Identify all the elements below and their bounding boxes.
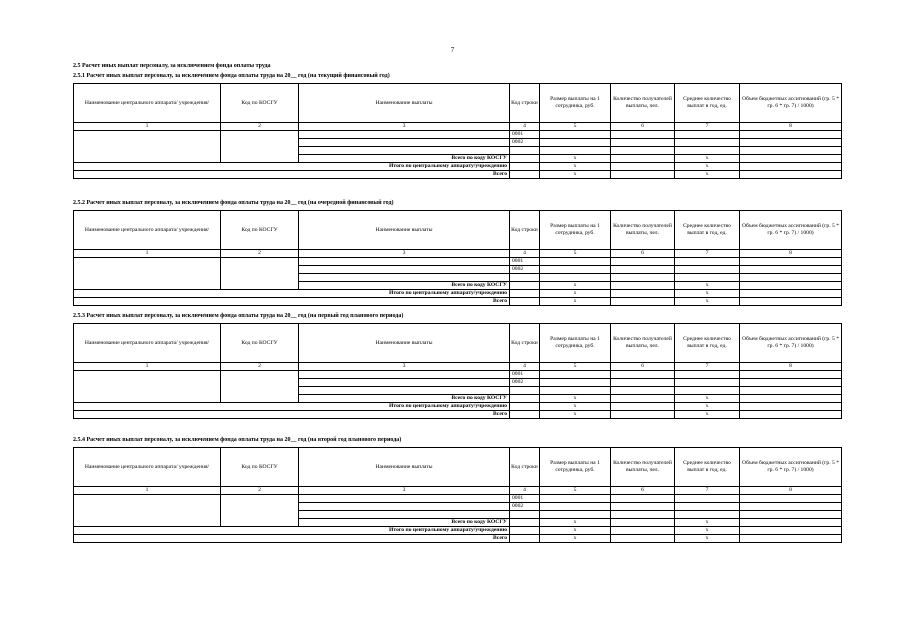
row-code-cell: 0002 xyxy=(510,503,540,511)
payment-name-cell[interactable] xyxy=(299,371,510,379)
payment-size-cell[interactable] xyxy=(540,147,611,155)
kosgu-code-cell[interactable] xyxy=(221,131,299,163)
header-institution-name: Наименование центрального аппарата/ учреждения/ xyxy=(74,448,221,487)
x-mark: x xyxy=(540,298,611,306)
header-row-code: Код строки xyxy=(510,448,540,487)
grand-total-label: Всего xyxy=(74,411,510,419)
apparatus-total-row xyxy=(74,163,842,171)
budget-total-cell[interactable] xyxy=(740,403,842,411)
apparatus-total-row xyxy=(74,403,842,411)
x-mark: x xyxy=(675,282,740,290)
column-number: 6 xyxy=(611,250,675,258)
payment-size-cell[interactable] xyxy=(540,139,611,147)
header-kosgu-code: Код по КОСГУ xyxy=(221,84,299,123)
row-code-cell: 0001 xyxy=(510,371,540,379)
column-number: 2 xyxy=(221,123,299,131)
budget-volume-cell[interactable] xyxy=(740,495,842,503)
budget-volume-cell[interactable] xyxy=(740,371,842,379)
header-payments-per-year: Среднее количество выплат в год, ед. xyxy=(675,211,740,250)
recipients-total-cell[interactable] xyxy=(611,395,675,403)
section-next-year xyxy=(73,200,841,306)
header-payment-size: Размер выплаты на 1 сотрудника, руб. xyxy=(540,84,611,123)
budget-volume-cell[interactable] xyxy=(740,511,842,519)
header-payment-size: Размер выплаты на 1 сотрудника, руб. xyxy=(540,324,611,363)
row-code-cell[interactable] xyxy=(510,387,540,395)
x-mark: x xyxy=(675,395,740,403)
x-mark: x xyxy=(675,411,740,419)
recipients-cell[interactable] xyxy=(611,139,675,147)
payment-size-cell[interactable] xyxy=(540,131,611,139)
budget-volume-cell[interactable] xyxy=(740,131,842,139)
column-number: 1 xyxy=(74,250,221,258)
row-code-cell[interactable] xyxy=(510,411,540,419)
payment-size-cell[interactable] xyxy=(540,511,611,519)
row-code-cell: 0002 xyxy=(510,379,540,387)
table-row xyxy=(74,258,842,266)
x-mark: x xyxy=(540,282,611,290)
header-recipients-count: Количество получателей выплаты, чел. xyxy=(611,324,675,363)
table-header-row xyxy=(74,211,842,250)
payments-per-year-cell[interactable] xyxy=(675,139,740,147)
header-row-code: Код строки xyxy=(510,211,540,250)
column-number: 8 xyxy=(740,487,842,495)
column-number: 8 xyxy=(740,123,842,131)
recipients-total-cell[interactable] xyxy=(611,171,675,179)
column-number: 2 xyxy=(221,250,299,258)
payments-per-year-cell[interactable] xyxy=(675,511,740,519)
header-payment-name: Наименование выплаты xyxy=(299,448,510,487)
payment-name-cell[interactable] xyxy=(299,266,510,274)
budget-total-cell[interactable] xyxy=(740,395,842,403)
column-number: 5 xyxy=(540,487,611,495)
column-number: 8 xyxy=(740,363,842,371)
budget-volume-cell[interactable] xyxy=(740,266,842,274)
column-number: 1 xyxy=(74,363,221,371)
x-mark: x xyxy=(675,171,740,179)
payment-name-cell[interactable] xyxy=(299,274,510,282)
section-heading: 2.5.4 Расчет иных выплат персоналу, за исключением фонда оплаты труда на 20__ год (на второй год планового периода) xyxy=(73,437,402,443)
apparatus-total-row xyxy=(74,290,842,298)
x-mark: x xyxy=(675,290,740,298)
apparatus-total-label: Итого по центральному аппарату/учреждению xyxy=(74,163,510,171)
x-mark: x xyxy=(540,171,611,179)
header-budget-volume: Объем бюджетных ассигнований (гр. 5 * гр. 6 * гр. 7) / 1000) xyxy=(740,448,842,487)
payments-per-year-cell[interactable] xyxy=(675,131,740,139)
recipients-total-cell[interactable] xyxy=(611,403,675,411)
header-budget-volume: Объем бюджетных ассигнований (гр. 5 * гр. 6 * гр. 7) / 1000) xyxy=(740,324,842,363)
header-payment-size: Размер выплаты на 1 сотрудника, руб. xyxy=(540,211,611,250)
recipients-total-cell[interactable] xyxy=(611,519,675,527)
x-mark: x xyxy=(540,395,611,403)
budget-volume-cell[interactable] xyxy=(740,147,842,155)
recipients-cell[interactable] xyxy=(611,379,675,387)
section-heading: 2.5.2 Расчет иных выплат персоналу, за исключением фонда оплаты труда на 20__ год (на очередной финансовый год) xyxy=(73,200,394,206)
row-code-cell: 0001 xyxy=(510,258,540,266)
header-institution-name: Наименование центрального аппарата/ учреждения/ xyxy=(74,84,221,123)
column-number: 6 xyxy=(611,123,675,131)
recipients-cell[interactable] xyxy=(611,274,675,282)
x-mark: x xyxy=(675,163,740,171)
kosgu-total-label: Всего по коду КОСГУ xyxy=(299,282,510,290)
column-number: 3 xyxy=(299,250,510,258)
payment-name-cell[interactable] xyxy=(299,131,510,139)
column-number: 5 xyxy=(540,363,611,371)
payment-size-cell[interactable] xyxy=(540,274,611,282)
table-header-row xyxy=(74,84,842,123)
header-kosgu-code: Код по КОСГУ xyxy=(221,448,299,487)
x-mark: x xyxy=(675,527,740,535)
row-code-cell[interactable] xyxy=(510,155,540,163)
row-code-cell[interactable] xyxy=(510,527,540,535)
x-mark: x xyxy=(675,403,740,411)
row-code-cell[interactable] xyxy=(510,403,540,411)
budget-total-cell[interactable] xyxy=(740,527,842,535)
grand-total-row xyxy=(74,411,842,419)
payments-per-year-cell[interactable] xyxy=(675,371,740,379)
recipients-total-cell[interactable] xyxy=(611,535,675,543)
section-heading: 2.5.3 Расчет иных выплат персоналу, за исключением фонда оплаты труда на 20__ год (на первый год планового периода) xyxy=(73,313,404,319)
budget-total-cell[interactable] xyxy=(740,519,842,527)
kosgu-total-label: Всего по коду КОСГУ xyxy=(299,155,510,163)
payments-per-year-cell[interactable] xyxy=(675,379,740,387)
institution-name-cell[interactable] xyxy=(74,131,221,163)
column-number: 5 xyxy=(540,123,611,131)
recipients-total-cell[interactable] xyxy=(611,163,675,171)
recipients-total-cell[interactable] xyxy=(611,155,675,163)
x-mark: x xyxy=(675,535,740,543)
header-kosgu-code: Код по КОСГУ xyxy=(221,211,299,250)
budget-total-cell[interactable] xyxy=(740,171,842,179)
payment-size-cell[interactable] xyxy=(540,387,611,395)
recipients-total-cell[interactable] xyxy=(611,527,675,535)
header-row-code: Код строки xyxy=(510,324,540,363)
header-payments-per-year: Среднее количество выплат в год, ед. xyxy=(675,324,740,363)
column-number: 1 xyxy=(74,487,221,495)
payment-size-cell[interactable] xyxy=(540,258,611,266)
column-number: 7 xyxy=(675,123,740,131)
x-mark: x xyxy=(540,290,611,298)
header-recipients-count: Количество получателей выплаты, чел. xyxy=(611,84,675,123)
institution-name-cell[interactable] xyxy=(74,258,221,290)
payments-per-year-cell[interactable] xyxy=(675,266,740,274)
payment-name-cell[interactable] xyxy=(299,147,510,155)
x-mark: x xyxy=(540,519,611,527)
header-budget-volume: Объем бюджетных ассигнований (гр. 5 * гр. 6 * гр. 7) / 1000) xyxy=(740,84,842,123)
main-heading: 2.5 Расчет иных выплат персоналу, за исключением фонда оплаты труда xyxy=(73,63,271,69)
payment-name-cell[interactable] xyxy=(299,258,510,266)
table-header-row xyxy=(74,324,842,363)
payment-size-cell[interactable] xyxy=(540,379,611,387)
x-mark: x xyxy=(540,155,611,163)
kosgu-total-label: Всего по коду КОСГУ xyxy=(299,519,510,527)
section-current-year xyxy=(73,73,841,179)
column-number: 2 xyxy=(221,487,299,495)
header-institution-name: Наименование центрального аппарата/ учреждения/ xyxy=(74,324,221,363)
budget-total-cell[interactable] xyxy=(740,155,842,163)
payments-per-year-cell[interactable] xyxy=(675,495,740,503)
grand-total-row xyxy=(74,535,842,543)
budget-volume-cell[interactable] xyxy=(740,139,842,147)
row-code-cell: 0001 xyxy=(510,495,540,503)
institution-name-cell[interactable] xyxy=(74,495,221,527)
header-payments-per-year: Среднее количество выплат в год, ед. xyxy=(675,84,740,123)
recipients-cell[interactable] xyxy=(611,258,675,266)
column-numbers-row xyxy=(74,487,842,495)
header-payment-name: Наименование выплаты xyxy=(299,211,510,250)
payment-name-cell[interactable] xyxy=(299,387,510,395)
table-row xyxy=(74,495,842,503)
column-numbers-row xyxy=(74,250,842,258)
column-number: 2 xyxy=(221,363,299,371)
payment-name-cell[interactable] xyxy=(299,379,510,387)
page-number: 7 xyxy=(450,46,455,54)
row-code-cell: 0002 xyxy=(510,139,540,147)
payment-name-cell[interactable] xyxy=(299,511,510,519)
recipients-total-cell[interactable] xyxy=(611,282,675,290)
section-heading: 2.5.1 Расчет иных выплат персоналу, за исключением фонда оплаты труда на 20__ год (на текущий финансовый год) xyxy=(73,73,390,79)
apparatus-total-label: Итого по центральному аппарату/учреждению xyxy=(74,527,510,535)
payments-per-year-cell[interactable] xyxy=(675,258,740,266)
column-numbers-row xyxy=(74,363,842,371)
grand-total-label: Всего xyxy=(74,171,510,179)
header-payment-name: Наименование выплаты xyxy=(299,84,510,123)
row-code-cell: 0002 xyxy=(510,266,540,274)
column-number: 7 xyxy=(675,363,740,371)
payments-table xyxy=(73,323,842,419)
row-code-cell[interactable] xyxy=(510,519,540,527)
column-number: 4 xyxy=(510,487,540,495)
recipients-total-cell[interactable] xyxy=(611,298,675,306)
grand-total-row xyxy=(74,298,842,306)
header-payment-name: Наименование выплаты xyxy=(299,324,510,363)
grand-total-label: Всего xyxy=(74,298,510,306)
x-mark: x xyxy=(540,535,611,543)
column-number: 4 xyxy=(510,123,540,131)
row-code-cell[interactable] xyxy=(510,298,540,306)
recipients-cell[interactable] xyxy=(611,495,675,503)
row-code-cell[interactable] xyxy=(510,511,540,519)
header-recipients-count: Количество получателей выплаты, чел. xyxy=(611,211,675,250)
budget-volume-cell[interactable] xyxy=(740,274,842,282)
budget-volume-cell[interactable] xyxy=(740,379,842,387)
recipients-cell[interactable] xyxy=(611,131,675,139)
payment-name-cell[interactable] xyxy=(299,139,510,147)
budget-total-cell[interactable] xyxy=(740,298,842,306)
x-mark: x xyxy=(675,298,740,306)
recipients-cell[interactable] xyxy=(611,147,675,155)
header-recipients-count: Количество получателей выплаты, чел. xyxy=(611,448,675,487)
grand-total-label: Всего xyxy=(74,535,510,543)
row-code-cell: 0001 xyxy=(510,131,540,139)
column-number: 8 xyxy=(740,250,842,258)
recipients-cell[interactable] xyxy=(611,503,675,511)
kosgu-total-label: Всего по коду КОСГУ xyxy=(299,395,510,403)
payments-table xyxy=(73,447,842,543)
payment-name-cell[interactable] xyxy=(299,495,510,503)
column-number: 1 xyxy=(74,123,221,131)
row-code-cell[interactable] xyxy=(510,535,540,543)
column-number: 7 xyxy=(675,250,740,258)
x-mark: x xyxy=(540,403,611,411)
row-code-cell[interactable] xyxy=(510,290,540,298)
apparatus-total-label: Итого по центральному аппарату/учреждению xyxy=(74,290,510,298)
table-row xyxy=(74,131,842,139)
x-mark: x xyxy=(540,163,611,171)
recipients-cell[interactable] xyxy=(611,371,675,379)
recipients-total-cell[interactable] xyxy=(611,411,675,419)
payments-table xyxy=(73,83,842,179)
x-mark: x xyxy=(540,411,611,419)
x-mark: x xyxy=(675,519,740,527)
header-row-code: Код строки xyxy=(510,84,540,123)
row-code-cell[interactable] xyxy=(510,395,540,403)
apparatus-total-row xyxy=(74,527,842,535)
budget-total-cell[interactable] xyxy=(740,411,842,419)
section-plan-year-1 xyxy=(73,313,841,419)
payment-size-cell[interactable] xyxy=(540,495,611,503)
kosgu-code-cell[interactable] xyxy=(221,495,299,527)
column-number: 7 xyxy=(675,487,740,495)
table-row xyxy=(74,371,842,379)
row-code-cell[interactable] xyxy=(510,274,540,282)
column-number: 3 xyxy=(299,363,510,371)
header-payment-size: Размер выплаты на 1 сотрудника, руб. xyxy=(540,448,611,487)
institution-name-cell[interactable] xyxy=(74,371,221,403)
header-budget-volume: Объем бюджетных ассигнований (гр. 5 * гр. 6 * гр. 7) / 1000) xyxy=(740,211,842,250)
payment-size-cell[interactable] xyxy=(540,371,611,379)
table-header-row xyxy=(74,448,842,487)
column-number: 3 xyxy=(299,123,510,131)
recipients-total-cell[interactable] xyxy=(611,290,675,298)
payment-name-cell[interactable] xyxy=(299,503,510,511)
section-plan-year-2 xyxy=(73,437,841,543)
budget-volume-cell[interactable] xyxy=(740,387,842,395)
apparatus-total-label: Итого по центральному аппарату/учреждению xyxy=(74,403,510,411)
row-code-cell[interactable] xyxy=(510,282,540,290)
header-kosgu-code: Код по КОСГУ xyxy=(221,324,299,363)
column-number: 6 xyxy=(611,487,675,495)
column-number: 4 xyxy=(510,363,540,371)
budget-volume-cell[interactable] xyxy=(740,503,842,511)
header-institution-name: Наименование центрального аппарата/ учреждения/ xyxy=(74,211,221,250)
budget-total-cell[interactable] xyxy=(740,163,842,171)
column-number: 3 xyxy=(299,487,510,495)
budget-total-cell[interactable] xyxy=(740,290,842,298)
row-code-cell[interactable] xyxy=(510,171,540,179)
budget-total-cell[interactable] xyxy=(740,282,842,290)
recipients-cell[interactable] xyxy=(611,266,675,274)
budget-total-cell[interactable] xyxy=(740,535,842,543)
recipients-cell[interactable] xyxy=(611,387,675,395)
payments-per-year-cell[interactable] xyxy=(675,387,740,395)
payments-per-year-cell[interactable] xyxy=(675,503,740,511)
payments-table xyxy=(73,210,842,306)
row-code-cell[interactable] xyxy=(510,147,540,155)
grand-total-row xyxy=(74,171,842,179)
payment-size-cell[interactable] xyxy=(540,266,611,274)
kosgu-code-cell[interactable] xyxy=(221,371,299,403)
payments-per-year-cell[interactable] xyxy=(675,274,740,282)
column-number: 5 xyxy=(540,250,611,258)
column-numbers-row xyxy=(74,123,842,131)
header-payments-per-year: Среднее количество выплат в год, ед. xyxy=(675,448,740,487)
recipients-cell[interactable] xyxy=(611,511,675,519)
payments-per-year-cell[interactable] xyxy=(675,147,740,155)
column-number: 6 xyxy=(611,363,675,371)
column-number: 4 xyxy=(510,250,540,258)
x-mark: x xyxy=(675,155,740,163)
row-code-cell[interactable] xyxy=(510,163,540,171)
kosgu-code-cell[interactable] xyxy=(221,258,299,290)
payment-size-cell[interactable] xyxy=(540,503,611,511)
x-mark: x xyxy=(540,527,611,535)
budget-volume-cell[interactable] xyxy=(740,258,842,266)
